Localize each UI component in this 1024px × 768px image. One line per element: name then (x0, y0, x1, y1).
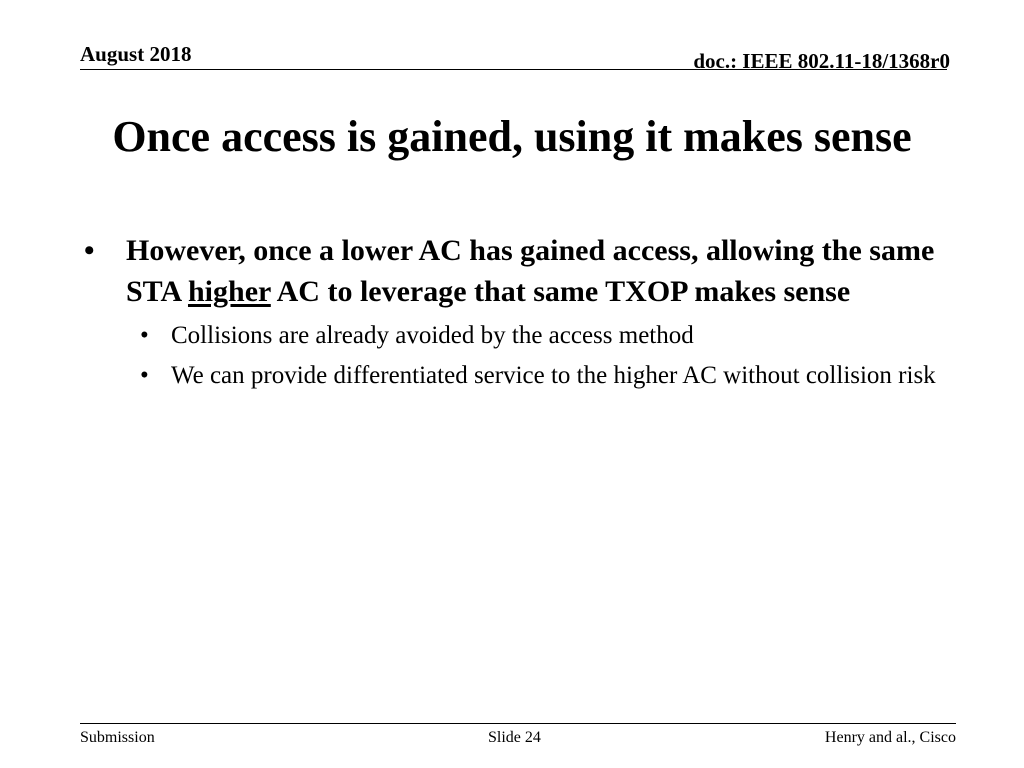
sub-bullet (80, 319, 940, 352)
header-date: August 2018 (80, 42, 192, 66)
bullet-marker: • (84, 234, 95, 267)
main-bullet-text-after: AC to leverage that same TXOP makes sense (270, 275, 851, 308)
sub-bullet-text: Collisions are already avoided by the access method (171, 322, 694, 349)
footer-divider (80, 723, 956, 724)
footer-slide-number: Slide 24 (488, 729, 541, 746)
sub-bullet-list (80, 319, 940, 392)
slide-title: Once access is gained, using it makes sense (112, 112, 912, 161)
sub-bullet-text: We can provide differentiated service to the higher AC without collision risk (171, 362, 936, 389)
main-bullet-emphasis: higher (187, 275, 271, 308)
footer-authors: Henry and al., Cisco (824, 729, 956, 746)
header-doc-id: doc.: IEEE 802.11-18/1368r0 (693, 49, 950, 73)
footer-submission: Submission (80, 729, 155, 746)
sub-bullet-marker: • (140, 362, 149, 389)
slide-body (80, 230, 940, 392)
sub-bullet-marker: • (140, 322, 149, 349)
main-bullet (80, 230, 940, 312)
sub-bullet (80, 359, 940, 392)
main-bullet-text-before: However, once a lower AC has gained access, allowing the same STA (126, 234, 935, 308)
header-divider (80, 69, 947, 70)
